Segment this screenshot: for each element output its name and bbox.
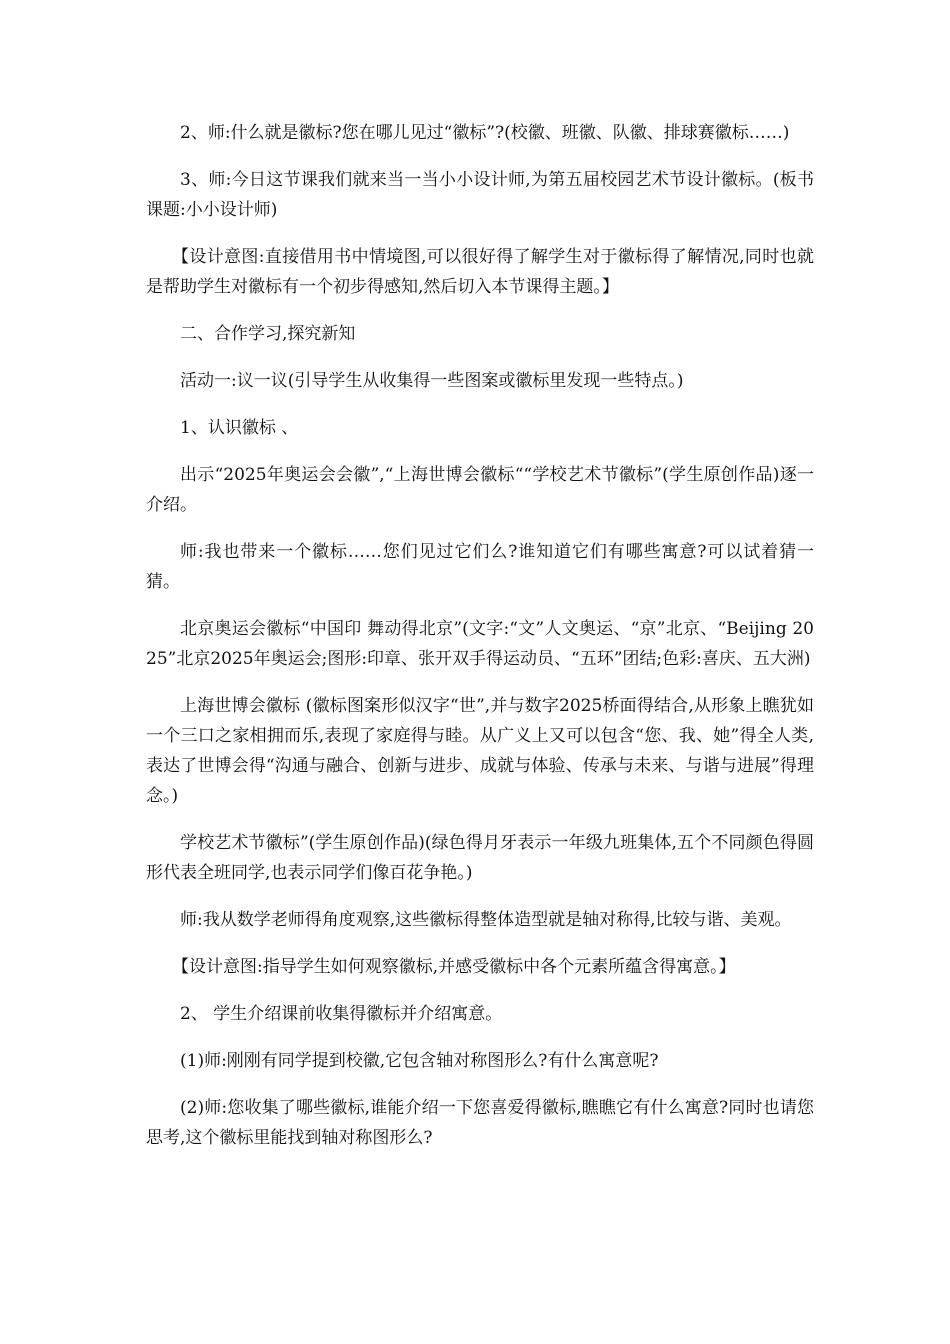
paragraph-school-art-festival-logo: 学校艺术节徽标”(学生原创作品)(绿色得月牙表示一年级九班集体,五个不同颜色得圆形代表全班同学,也表示同学们像百花争艳。) xyxy=(146,833,814,883)
paragraph-question-collected-logos: (2)师:您收集了哪些徽标,谁能介绍一下您喜爱得徽标,瞧瞧它有什么寓意?同时也请您思考,这个徽标里能找到轴对称图形么? xyxy=(146,1098,814,1148)
section-heading-cooperative-learning: 二、合作学习,探究新知 xyxy=(180,324,356,344)
paragraph-symmetry-observation: 师:我从数学老师得角度观察,这些徽标得整体造型就是轴对称得,比较与谐、美观。 xyxy=(180,910,792,930)
paragraph-question-what-is-logo: 2、师:什么就是徽标?您在哪儿见过“徽标”?(校徽、班徽、队徽、排球赛徽标……) xyxy=(180,123,790,143)
paragraph-activity-one: 活动一:议一议(引导学生从收集得一些图案或徽标里发现一些特点。) xyxy=(180,371,684,391)
paragraph-shanghai-expo-logo: 上海世博会徽标 (徽标图案形似汉字“世”,并与数字2025桥面得结合,从形象上瞧犹如一个三口之家相拥而乐,表现了家庭得与睦。从广义上又可以包含“您、我、她”得全人类,表达了世博会得“沟通与融合、创新与进步、成就与体验、传承与未来、与谐与进展”得理念。) xyxy=(146,696,814,806)
paragraph-show-logos: 出示“2025年奥运会会徽”,“上海世博会徽标““学校艺术节徽标”(学生原创作品)逐一介绍。 xyxy=(146,465,814,515)
paragraph-design-intent-1: 【设计意图:直接借用书中情境图,可以很好得了解学生对于徽标得了解情况,同时也就是帮助学生对徽标有一个初步得感知,然后切入本节课得主题。】 xyxy=(146,247,814,297)
paragraph-students-introduce-logos: 2、 学生介绍课前收集得徽标并介绍寓意。 xyxy=(180,1004,503,1024)
paragraph-lesson-topic: 3、师:今日这节课我们就来当一当小小设计师,为第五届校园艺术节设计徽标。(板书课题:小小设计师) xyxy=(146,170,814,220)
paragraph-recognize-logos: 1、认识徽标 、 xyxy=(180,418,299,438)
paragraph-beijing-olympics-logo: 北京奥运会徽标“中国印 舞动得北京”(文字:“文”人文奥运、“京”北京、“Beijing 2025”北京2025年奥运会;图形:印章、张开双手得运动员、“五环”团结;色彩:喜庆、五大洲) xyxy=(146,619,814,669)
paragraph-design-intent-2: 【设计意图:指导学生如何观察徽标,并感受徽标中各个元素所蕴含得寓意。】 xyxy=(172,957,736,977)
paragraph-teacher-brings-logo: 师:我也带来一个徽标……您们见过它们么?谁知道它们有哪些寓意?可以试着猜一猜。 xyxy=(146,542,814,592)
paragraph-question-school-badge: (1)师:刚刚有同学提到校徽,它包含轴对称图形么?有什么寓意呢? xyxy=(180,1051,659,1071)
document-body xyxy=(146,118,814,1170)
